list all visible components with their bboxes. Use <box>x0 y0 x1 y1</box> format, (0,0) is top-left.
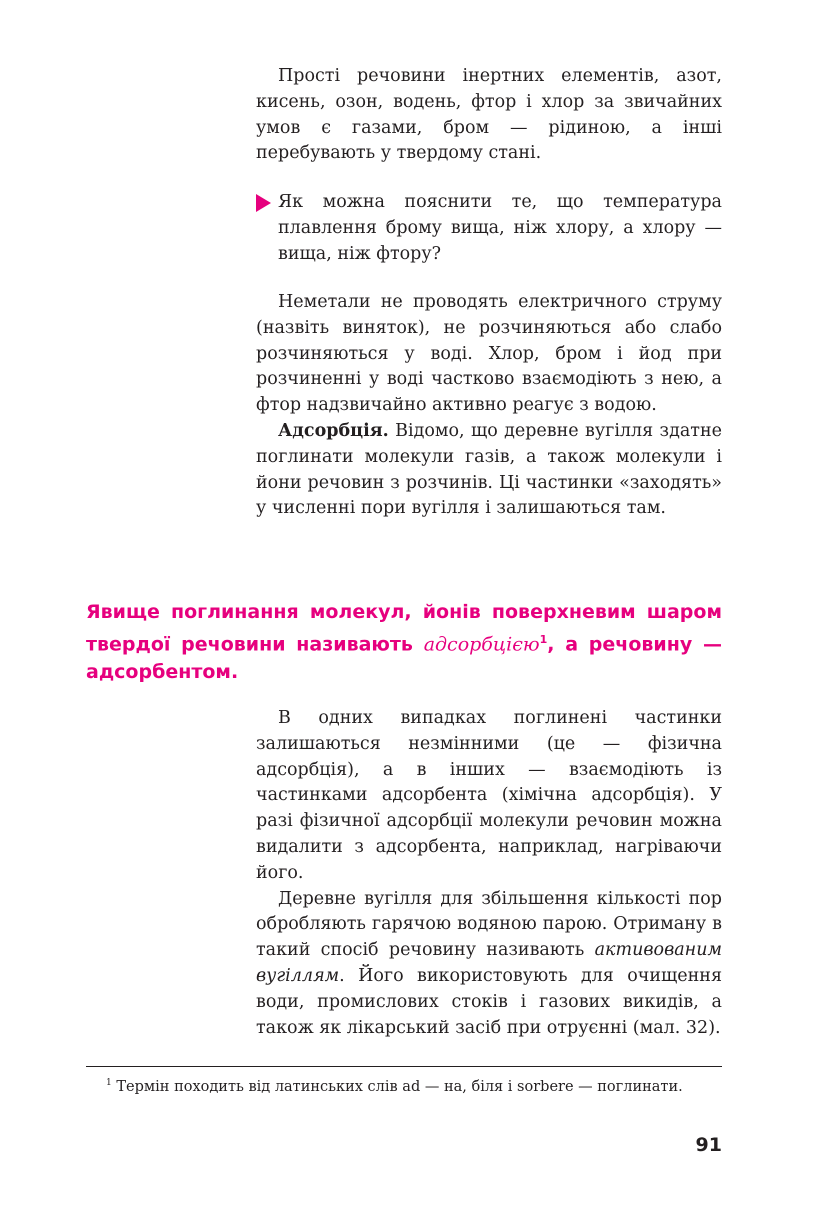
paragraph-simple-substances <box>256 64 722 167</box>
adsorption-heading: Адсорбція. <box>278 420 389 441</box>
paragraph-adsorption-types: В одних випадках поглинені частинки залишаються незмінними (це — фізична адсорбція), а в інших — взаємодіють із частинками адсорбента (хімічна адсорбція). У разі фізичної адсорбції молекули речовин можна видалити з адсорбента, наприклад, нагріваючи його. <box>256 708 722 883</box>
footnote-divider <box>86 1066 722 1067</box>
paragraph-nonmetals: Неметали не проводять електричного струму (назвіть виняток), не розчиняються або слабо розчиняються у воді. Хлор, бром і йод при розчиненні у воді частково взаємодіють з нею, а фтор надзвичайно активно реагує з водою. <box>256 292 722 416</box>
paragraph-adsorption <box>256 419 722 522</box>
definition-term: адсорбцією <box>423 633 540 656</box>
activated-carbon-part1: Деревне вугілля для збільшення кількості пор обробляють гарячою водяною парою. Отриману в такий спосіб речовину називають <box>256 888 722 961</box>
adsorption-types-section <box>256 706 722 1041</box>
page-number: 91 <box>695 1134 722 1156</box>
activated-carbon-term: активованим вугіллям <box>256 940 722 986</box>
definition-part2: , а речовину — адсорбентом. <box>86 633 722 684</box>
adsorption-text: Відомо, що деревне вугілля здатне поглинати молекули газів, а також молекули і йони речовин з розчинів. Ці частинки «заходять» у численні пори вугілля і залишаються там. <box>256 420 722 519</box>
footnote-text: Термін походить від латинських слів ad — на, біля і sorbere — поглинати. <box>111 1078 683 1095</box>
paragraph-text: Прості речовини інертних елементів, азот, кисень, озон, водень, фтор і хлор за звичайних умов є газами, бром — рідиною, а інші перебувають у твердому стані. <box>256 66 722 164</box>
triangle-arrow-icon <box>256 194 271 212</box>
nonmetals-section <box>256 290 722 522</box>
definition-highlight <box>86 598 722 686</box>
footnote-mark: 1 <box>106 1078 112 1088</box>
paragraph-activated-carbon <box>256 887 722 1042</box>
question-text: Як можна пояснити те, що температура плавлення брому вища, ніж хлору, а хлору — вища, ніж фтору? <box>278 192 722 264</box>
footnote-reference: 1 <box>539 633 548 646</box>
activated-carbon-part2: . Його використовують для очищення води, промислових стоків і газових викидів, а також як лікарський засіб при отруєнні (мал. 32). <box>256 965 722 1038</box>
definition-part1: Явище поглинання молекул, йонів поверхневим шаром твердої речовини називають <box>86 601 722 656</box>
question-block <box>256 190 722 267</box>
footnote <box>86 1073 722 1098</box>
